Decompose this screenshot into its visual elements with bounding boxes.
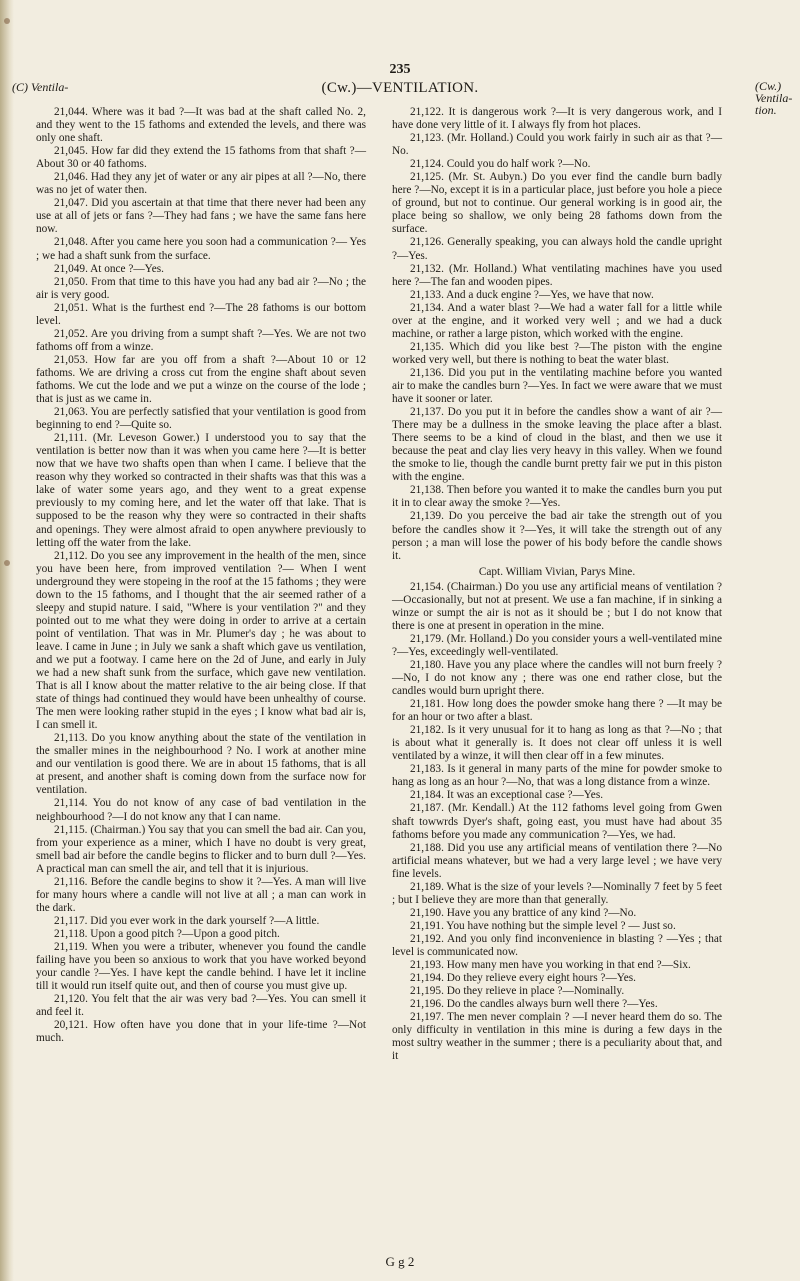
testimony-paragraph: 21,122. It is dangerous work ?—It is very dangerous work, and I have done very little of it. I always fly from hot places.: [392, 106, 722, 132]
testimony-paragraph: 21,063. You are perfectly satisfied that your ventilation is good from beginning to end ?—Quite so.: [36, 406, 366, 432]
testimony-paragraph: 21,184. It was an exceptional case ?—Yes.: [410, 789, 604, 802]
testimony-paragraph: 21,124. Could you do half work ?—No.: [410, 158, 591, 171]
testimony-paragraph: 21,048. After you came here you soon had a communication ?— Yes ; we had a shaft sunk from the surface.: [36, 236, 366, 262]
binding-stain: [4, 18, 10, 24]
testimony-paragraph: 21,123. (Mr. Holland.) Could you work fairly in such air as that ?—No.: [392, 132, 722, 158]
testimony-paragraph: 21,044. Where was it bad ?—It was bad at the shaft called No. 2, and they went to the 15 fathoms and extended the levels, and there was only one shaft.: [36, 106, 366, 145]
testimony-paragraph: 21,133. And a duck engine ?—Yes, we have that now.: [410, 288, 654, 301]
testimony-paragraph: 21,138. Then before you wanted it to make the candles burn you put it in to clear away the smoke ?—Yes.: [392, 484, 722, 510]
page-binding-edge: [0, 0, 14, 1281]
testimony-paragraph: 21,154. (Chairman.) Do you use any artificial means of ventilation ?—Occasionally, but not at present. We use a fan machine, if in sinking a winze or sumpt the air is not as it should be ; but I do not know that there is one at present in operation in the mine.: [392, 580, 722, 632]
testimony-paragraph: 21,111. (Mr. Leveson Gower.) I understood you to say that the ventilation is better now than it was when you came here ?—It is better now that we have two shafts open than when I came. I believe that the reason why they worked so contracted in their shafts was that this was a lake of water some years ago, and they went to a great expense previously to my coming here, and let the water off that lake. That is supposed to be the reason why they were so contracted in their shafts and openings. They were almost afraid to open anywhere previously to letting off the water from the lake.: [36, 432, 366, 549]
testimony-paragraph: 21,190. Have you any brattice of any kind ?—No.: [410, 906, 637, 919]
testimony-paragraph: 21,183. Is it general in many parts of the mine for powder smoke to hang as long as an hour ?—No, that was a long distance from a winze.: [392, 763, 722, 789]
testimony-paragraph: 21,052. Are you driving from a sumpt shaft ?—Yes. We are not two fathoms off from a winze.: [36, 327, 366, 353]
testimony-paragraph: 21,047. Did you ascertain at that time that there never had been any use at all of jets or fans ?—They had fans ; we have the same fans here now.: [36, 197, 366, 236]
testimony-paragraph: 21,053. How far are you off from a shaft ?—About 10 or 12 fathoms. We are driving a cross cut from the engine shaft about seven fathoms. We cut the lode and we put a winze on the course of the lode ; that is just as we came in.: [36, 353, 366, 406]
testimony-paragraph: 21,132. (Mr. Holland.) What ventilating machines have you used here ?—The fan and wooden pipes.: [392, 262, 722, 288]
testimony-paragraph: 21,196. Do the candles always burn well there ?—Yes.: [410, 998, 658, 1011]
testimony-paragraph: 21,189. What is the size of your levels ?—Nominally 7 feet by 5 feet ; but I believe they are more than that generally.: [392, 880, 722, 906]
right-text-column: [392, 106, 722, 1063]
testimony-paragraph: 21,179. (Mr. Holland.) Do you consider yours a well-ventilated mine ?—Yes, exceedingly well-ventilated.: [392, 632, 722, 658]
testimony-paragraph: 21,120. You felt that the air was very bad ?—Yes. You can smell it and feel it.: [36, 993, 366, 1019]
testimony-paragraph: 21,135. Which did you like best ?—The piston with the engine worked very well, but there is nothing to beat the water blast.: [392, 340, 722, 366]
running-header: [0, 79, 800, 117]
binding-stain: [4, 560, 10, 566]
testimony-paragraph: 21,136. Did you put in the ventilating machine before you wanted air to make the candles burn ?—Yes. In fact we were aware that we must have it sooner or later.: [392, 366, 722, 406]
testimony-paragraph: 21,119. When you were a tributer, whenever you found the candle failing have you been so anxious to work that you have worked beyond your candle ?—Yes. I have kept the candle behind. I have let it incline till it would run itself quite out, and then of course you must give up.: [36, 941, 366, 993]
testimony-paragraph: 21,046. Had they any jet of water or any air pipes at all ?—No, there was no jet of water then.: [36, 171, 366, 197]
right-margin-note: (Cw.) Ventila- tion.: [755, 79, 793, 117]
testimony-paragraph: 21,187. (Mr. Kendall.) At the 112 fathoms level going from Gwen shaft towwrds Dyer's shaft, going east, you must have had about 35 fathoms before you made any communication ?—Yes, we had.: [392, 802, 722, 841]
testimony-paragraph: 21,051. What is the furthest end ?—The 28 fathoms is our bottom level.: [36, 301, 366, 327]
testimony-paragraph: 21,134. And a water blast ?—We had a water fall for a little while over at the engine, and it worked very well ; and we had a duck machine, or rather a large piston, which worked with the engine.: [392, 301, 722, 340]
signature-mark: G g 2: [385, 1254, 415, 1269]
page-number: 235: [389, 62, 411, 77]
left-margin-note: (C) Ventila-: [12, 80, 69, 94]
testimony-paragraph: 21,139. Do you perceive the bad air take the strength out of you before the candles show it ?—Yes, it will take the strength out of any person ; a man will lose the power of his body before the candle shows it.: [392, 510, 722, 562]
testimony-paragraph: 21,114. You do not know of any case of bad ventilation in the neighbourhood ?—I do not know any that I can name.: [36, 797, 366, 823]
testimony-paragraph: 21,194. Do they relieve every eight hours ?—Yes.: [410, 972, 636, 985]
testimony-paragraph: 21,191. You have nothing but the simple level ? — Just so.: [410, 919, 676, 932]
witness-heading: Capt. William Vivian, Parys Mine.: [478, 565, 636, 578]
testimony-paragraph: 21,050. From that time to this have you had any bad air ?—No ; the air is very good.: [36, 275, 366, 301]
testimony-paragraph: 21,125. (Mr. St. Aubyn.) Do you ever find the candle burn badly here ?—No, except it is in a particular place, just before you hole a piece of ground, but not to continue. Our general working is in good air, the place being so shallow, we only being 28 fathoms down from the surface.: [392, 171, 722, 236]
testimony-paragraph: 21,115. (Chairman.) You say that you can smell the bad air. Can you, from your experience as a miner, which I have no doubt is very great, smell bad air before the candle begins to flicker and to burn dull ?—Yes. A practical man can smell the air, and tell that it is injurious.: [36, 823, 366, 875]
testimony-paragraph: 21,045. How far did they extend the 15 fathoms from that shaft ?—About 30 or 40 fathoms.: [36, 145, 366, 171]
testimony-paragraph: 21,116. Before the candle begins to show it ?—Yes. A man will live for many hours where a candle will not live at all ; a man can work in the dark.: [36, 875, 366, 914]
testimony-paragraph: 21,197. The men never complain ? —I never heard them do so. The only difficulty in ventilation in this mine is during a few days in the most sultry weather in the summer ; there is a peculiarity about that, and it: [392, 1011, 722, 1063]
testimony-paragraph: 21,195. Do they relieve in place ?—Nominally.: [410, 985, 625, 998]
testimony-paragraph: 21,049. At once ?—Yes.: [54, 262, 164, 275]
testimony-paragraph: 21,181. How long does the powder smoke hang there ? —It may be for an hour or two after a blast.: [392, 698, 722, 724]
left-text-column: [36, 106, 366, 1045]
testimony-paragraph: 21,112. Do you see any improvement in the health of the men, since you have been here, from improved ventilation ?— When I went underground they were stopeing in the roof at the 15 fathoms ; they were down to the 15 fathoms, and I thought that the air seemed rather of a sleepy and stupid nature. I said, "Where is your ventilation ?" and they pointed out to me what they were doing in order to arrive at a certain point of ventilation. That was in Mr. Plumer's day ; he was about to leave. I came in June ; in July we sank a shaft which gave us ventilation, and we put a footway. I came here on the 2d of June, and early in July we had a new shaft sunk from the surface, which gave new ventilation. That is all I know about the matter relative to the air being close. If that state of things had continued they would have been unhealthy of course. The men were looking rather stupid in the eyes ; I know what bad air is, I can smell it.: [36, 549, 366, 732]
testimony-paragraph: 21,113. Do you know anything about the state of the ventilation in the smaller mines in the neighbourhood ? No. I work at another mine and our ventilation is good there. We are in about 15 fathoms, that is all at present, and another shaft is coming down from the surface now for ventilation.: [36, 732, 366, 797]
testimony-paragraph: 21,188. Did you use any artificial means of ventilation there ?—No artificial means whatever, but we had a very large level ; we have very fine levels.: [392, 841, 722, 880]
testimony-paragraph: 21,126. Generally speaking, you can always hold the candle upright ?—Yes.: [392, 236, 722, 262]
testimony-paragraph: 21,193. How many men have you working in that end ?—Six.: [410, 959, 691, 972]
testimony-paragraph: 21,180. Have you any place where the candles will not burn freely ?—No, I do not know any ; there was one end rather close, but the candles would burn upright there.: [392, 658, 722, 698]
testimony-paragraph: 21,182. Is it very unusual for it to hang as long as that ?—No ; that is about what it generally is. It does not clear off unless it is well ventilated by a winze, it will then clear off in a few minutes.: [392, 724, 722, 763]
page-title: (Cw.)—VENTILATION.: [321, 80, 479, 96]
testimony-paragraph: 21,118. Upon a good pitch ?—Upon a good pitch.: [54, 927, 280, 940]
testimony-paragraph: 21,117. Did you ever work in the dark yourself ?—A little.: [54, 914, 320, 927]
testimony-paragraph: 20,121. How often have you done that in your life-time ?—Not much.: [36, 1019, 366, 1045]
testimony-paragraph: 21,137. Do you put it in before the candles show a want of air ?—There may be a dullness in the smoke leaving the place after a blast. There seems to be a kind of cloud in the blast, and then we use it because the peat and clay lies very heavy in this valley. When we found the smoke to lie, though the candle burnt pretty fair we put in this piston with the engine.: [392, 406, 722, 484]
testimony-paragraph: 21,192. And you only find inconvenience in blasting ? —Yes ; that level is communicated now.: [392, 932, 722, 958]
